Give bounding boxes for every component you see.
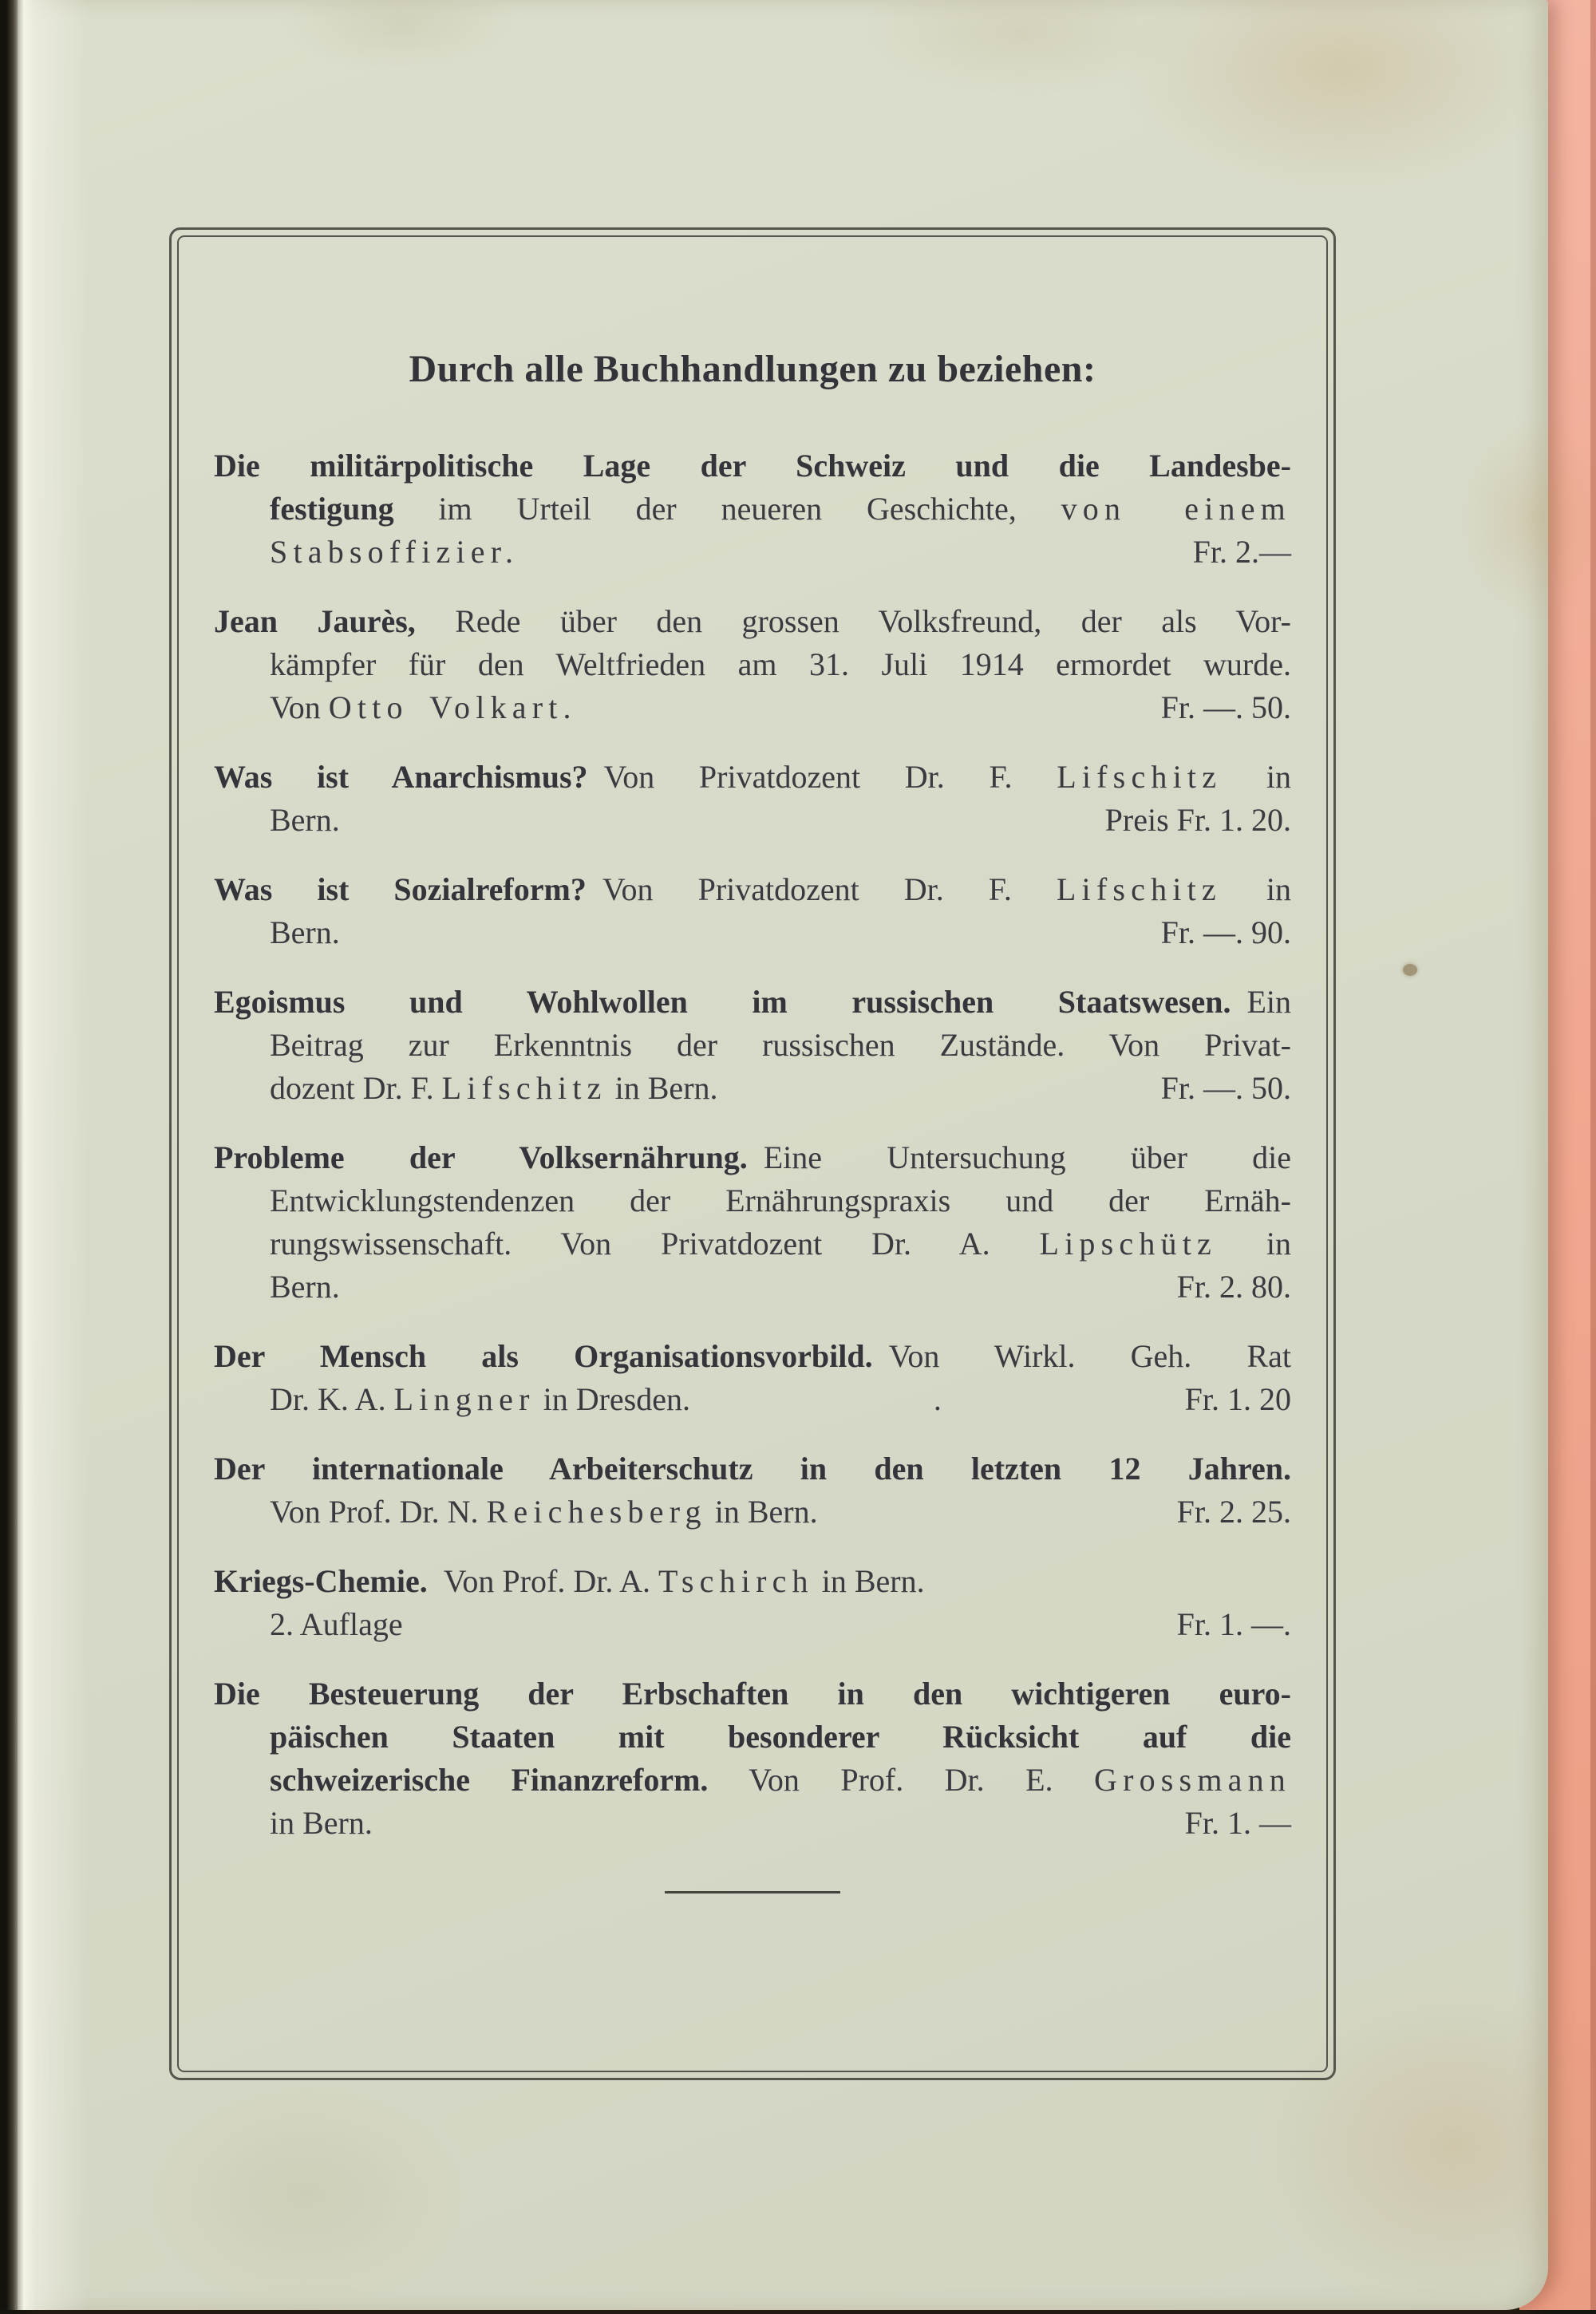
text-line xyxy=(214,1447,1291,1491)
book-detail-text: in xyxy=(1222,759,1291,795)
price: Fr. 2.— xyxy=(1192,534,1291,570)
line-text xyxy=(214,1338,1291,1374)
book-title-text: Kriegs-Chemie. xyxy=(214,1563,428,1599)
binding-gutter xyxy=(0,0,88,2310)
book-title-text: Die Besteuerung der Erbschaften in den wichtigeren euro- xyxy=(214,1676,1291,1712)
line-text xyxy=(214,984,1291,1020)
book-detail-text: rungswissenschaft. Von Privatdozent Dr. A. xyxy=(270,1226,1040,1262)
text-line xyxy=(270,1491,1291,1534)
text-line xyxy=(214,981,1291,1024)
price: Fr. 2. 25. xyxy=(1176,1494,1291,1530)
line-text xyxy=(270,1266,340,1309)
line-text xyxy=(214,759,1291,795)
book-title-text: festigung xyxy=(270,491,394,527)
book-detail-text: Bern. xyxy=(270,1269,340,1305)
text-line xyxy=(270,531,1291,574)
book-detail-text: Bern. xyxy=(270,802,340,838)
text-line xyxy=(214,1136,1291,1179)
price: Fr. —. 50. xyxy=(1160,1070,1291,1106)
book-title-text: Der internationale Arbeiterschutz in den letzten 12 Jahren. xyxy=(214,1451,1291,1487)
line-text xyxy=(270,686,577,729)
line-text xyxy=(270,531,519,574)
text-line xyxy=(214,600,1291,643)
text-line xyxy=(270,1222,1291,1266)
page-title: Durch alle Buchhandlungen zu beziehen: xyxy=(409,348,1096,390)
book-detail-text: Lipschütz xyxy=(1039,1226,1218,1262)
book-detail-text: Lifschitz xyxy=(1057,759,1223,795)
text-line xyxy=(214,444,1291,488)
book-detail-text: Tschirch xyxy=(658,1563,814,1599)
price: Fr. 2. 80. xyxy=(1176,1269,1291,1305)
line-text xyxy=(270,1603,403,1646)
line-text xyxy=(214,1139,1291,1175)
text-line xyxy=(270,911,1291,954)
book-detail-text: in xyxy=(1221,871,1291,907)
book-detail-text: Ein xyxy=(1231,984,1291,1020)
book-detail-text: Dr. K. A. xyxy=(270,1381,394,1417)
stray-dot: . xyxy=(933,1381,942,1417)
book-detail-text: Entwicklungstendenzen der Ernährungspraxis und der Ernäh- xyxy=(270,1183,1291,1218)
price: Fr. 1. — xyxy=(1184,1805,1291,1841)
line-text xyxy=(270,1719,1291,1755)
book-detail-text: Von Prof. Dr. A. xyxy=(427,1563,658,1599)
book-title-text: Was ist Sozialreform? xyxy=(214,871,587,907)
book-detail-text: Von xyxy=(270,689,329,725)
book-title-text: Egoismus und Wohlwollen im russischen Staatswesen. xyxy=(214,984,1231,1020)
book-detail-text: in Bern. xyxy=(606,1070,718,1106)
text-line xyxy=(270,799,1291,842)
price: Preis Fr. 1. 20. xyxy=(1104,802,1291,838)
line-text xyxy=(270,799,340,842)
book-entry xyxy=(214,1335,1291,1421)
text-line xyxy=(214,868,1291,911)
book-entry xyxy=(214,1136,1291,1309)
text-line xyxy=(270,1716,1291,1759)
book-title-text: päischen Staaten mit besonderer Rücksicht auf die xyxy=(270,1719,1291,1755)
book-title-text: Was ist Anarchismus? xyxy=(214,759,588,795)
text-line xyxy=(270,686,1291,729)
book-detail-text: Von Prof. Dr. E. xyxy=(708,1762,1094,1798)
book-entry xyxy=(214,756,1291,842)
book-detail-text: Beitrag zur Erkenntnis der russischen Zustände. Von Privat- xyxy=(270,1027,1291,1063)
line-text xyxy=(270,1183,1291,1218)
price: Fr. 1. 20 xyxy=(1184,1381,1291,1417)
book-detail-text: Otto Volkart. xyxy=(328,689,577,725)
advert-frame xyxy=(169,227,1336,2080)
text-line xyxy=(270,1024,1291,1067)
book-detail-text: Eine Untersuchung über die xyxy=(747,1139,1291,1175)
text-line xyxy=(214,756,1291,799)
book-entry xyxy=(214,868,1291,954)
paper-stain xyxy=(137,2075,472,2314)
line-text xyxy=(214,1676,1291,1712)
book-detail-text: Lifschitz xyxy=(441,1070,607,1106)
line-text xyxy=(270,646,1291,682)
book-detail-text: im Urteil der neueren Geschichte, xyxy=(393,491,1061,527)
book-entry xyxy=(214,981,1291,1110)
text-line xyxy=(270,643,1291,686)
line-text xyxy=(270,1762,1291,1798)
book-entry xyxy=(214,1672,1291,1845)
book-detail-text: Bern. xyxy=(270,914,340,950)
book-detail-text: kämpfer für den Weltfrieden am 31. Juli 1914 ermordet wurde. xyxy=(270,646,1291,682)
line-text xyxy=(270,1802,373,1845)
book-detail-text: Lingner xyxy=(393,1381,535,1417)
book-title-text: Jean Jaurès, xyxy=(214,603,416,639)
book-detail-text: Reichesberg xyxy=(486,1494,707,1530)
book-entry xyxy=(214,1560,1291,1646)
line-text xyxy=(214,448,1291,484)
book-title-text: Probleme der Volksernährung. xyxy=(214,1139,748,1175)
book-entry xyxy=(214,600,1291,729)
text-line xyxy=(270,1802,1291,1845)
line-text xyxy=(214,871,1291,907)
book-entry xyxy=(214,444,1291,574)
line-text xyxy=(270,491,1291,527)
book-list xyxy=(214,444,1291,1845)
text-line xyxy=(214,1335,1291,1378)
price: Fr. —. 90. xyxy=(1160,914,1291,950)
book-detail-text: in Bern. xyxy=(270,1805,373,1841)
advert-content xyxy=(179,237,1326,2071)
text-line xyxy=(270,1179,1291,1222)
book-entry xyxy=(214,1447,1291,1534)
book-detail-text: in xyxy=(1217,1226,1291,1262)
line-text xyxy=(270,1378,690,1421)
line-text xyxy=(270,1027,1291,1063)
book-detail-text: dozent Dr. F. xyxy=(270,1070,442,1106)
line-text xyxy=(214,603,1291,639)
book-detail-text: Rede über den grossen Volksfreund, der als Vor- xyxy=(415,603,1291,639)
line-text xyxy=(270,1067,718,1110)
price: Fr. —. 50. xyxy=(1160,689,1291,725)
text-line xyxy=(270,1067,1291,1110)
line-text xyxy=(270,1491,818,1534)
price: Fr. 1. —. xyxy=(1176,1606,1291,1642)
book-title-text: schweizerische Finanzreform. xyxy=(270,1762,709,1798)
paper-stain xyxy=(1403,964,1417,976)
book-detail-text: in Dresden. xyxy=(535,1381,691,1417)
book-detail-text: von einem xyxy=(1061,491,1291,527)
book-detail-text: Stabsoffizier. xyxy=(270,534,519,570)
book-detail-text: Von Privatdozent Dr. F. xyxy=(586,871,1057,907)
text-line xyxy=(214,1560,1291,1603)
text-line xyxy=(270,1378,1291,1421)
text-line xyxy=(270,1603,1291,1646)
text-line xyxy=(270,1266,1291,1309)
text-line xyxy=(270,488,1291,531)
book-detail-text: Lifschitz xyxy=(1056,871,1222,907)
line-text xyxy=(214,1563,925,1599)
book-title-text: Die militärpolitische Lage der Schweiz und die Landesbe- xyxy=(214,448,1291,484)
line-text xyxy=(270,1226,1291,1262)
line-text xyxy=(270,911,340,954)
paper-stain xyxy=(281,0,520,72)
book-detail-text: in Bern. xyxy=(706,1494,818,1530)
paper-stain xyxy=(1119,0,1566,199)
book-detail-text: Von Prof. Dr. N. xyxy=(270,1494,487,1530)
book-title-text: Der Mensch als Organisationsvorbild. xyxy=(214,1338,873,1374)
divider-rule xyxy=(665,1891,840,1893)
book-detail-text: in Bern. xyxy=(813,1563,925,1599)
paper-stain xyxy=(855,0,1191,96)
text-line xyxy=(270,1759,1291,1802)
text-line xyxy=(214,1672,1291,1716)
book-detail-text: Von Privatdozent Dr. F. xyxy=(587,759,1057,795)
book-detail-text: Grossmann xyxy=(1093,1762,1291,1798)
line-text xyxy=(214,1451,1291,1487)
book-detail-text: 2. Auflage xyxy=(270,1606,403,1642)
advert-frame-inner-rule xyxy=(177,235,1328,2072)
book-detail-text: Von Wirkl. Geh. Rat xyxy=(872,1338,1291,1374)
